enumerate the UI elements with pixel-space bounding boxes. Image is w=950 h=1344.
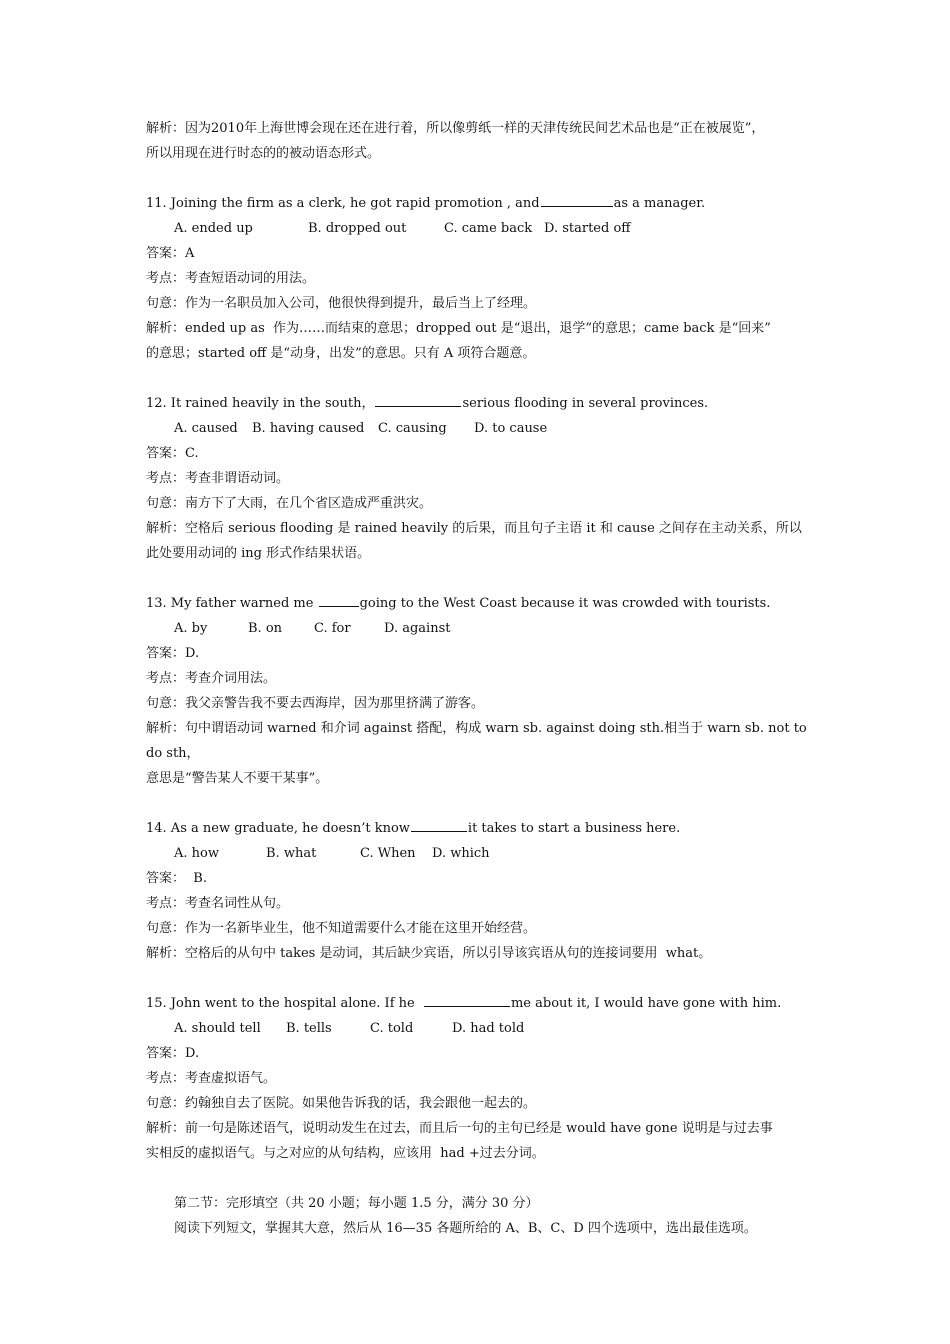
option-d: D. to cause [474, 421, 548, 436]
option-a: A. ended up [174, 221, 253, 236]
question-14-analysis-1: 解析：空格后的从句中 takes 是动词，其后缺少宾语，所以引导该宾语从句的连接词要用 what。 [146, 946, 712, 961]
question-14-point: 考点：考查名词性从句。 [146, 896, 290, 911]
question-13-analysis-2: 意思是“警告某人不要干某事”。 [146, 771, 329, 786]
question-13-answer: 答案：D. [146, 646, 200, 661]
intro-analysis-line-2: 所以用现在进行时态的的被动语态形式。 [146, 146, 381, 161]
option-a: A. by [174, 621, 208, 636]
intro-analysis-line-1: 解析：因为2010年上海世博会现在还在进行着，所以像剪纸一样的天津传统民间艺术品也是“正在被展览”， [146, 121, 765, 136]
question-12-meaning: 句意：南方下了大雨，在几个省区造成严重洪灾。 [146, 496, 433, 511]
question-11-meaning: 句意：作为一名职员加入公司，他很快得到提升，最后当上了经理。 [146, 296, 537, 311]
option-b: B. on [248, 621, 283, 636]
question-11-options [146, 216, 810, 241]
option-b: B. dropped out [308, 221, 407, 236]
option-b: B. what [266, 846, 317, 861]
option-c: C. When [360, 846, 416, 861]
question-11-analysis-2: 的意思；started off 是“动身，出发”的意思。只有 A 项符合题意。 [146, 346, 536, 361]
question-12-analysis-1: 解析：空格后 serious flooding 是 rained heavily 的后果，而且句子主语 it 和 cause 之间存在主动关系，所以 [146, 521, 802, 536]
document-page [146, 116, 810, 1241]
question-14-options [146, 841, 810, 866]
question-13-options [146, 616, 810, 641]
option-d: D. which [432, 846, 490, 861]
option-d: D. had told [452, 1021, 525, 1036]
question-11-answer: 答案：A [146, 246, 195, 261]
question-15-options [146, 1016, 810, 1041]
question-12-options [146, 416, 810, 441]
option-a: A. caused [174, 421, 238, 436]
question-13-meaning: 句意：我父亲警告我不要去西海岸，因为那里挤满了游客。 [146, 696, 485, 711]
question-12-stem: 12. It rained heavily in the south， serious flooding in several provinces. [146, 391, 810, 416]
answer-blank [424, 992, 510, 1007]
answer-blank [411, 817, 467, 832]
answer-blank [541, 192, 613, 207]
option-c: C. told [370, 1021, 414, 1036]
option-b: B. having caused [252, 421, 365, 436]
question-15-analysis-1: 解析：前一句是陈述语气，说明动发生在过去，而且后一句的主句已经是 would have gone 说明是与过去事 [146, 1121, 773, 1136]
option-a: A. should tell [174, 1021, 261, 1036]
option-c: C. for [314, 621, 351, 636]
question-11-point: 考点：考查短语动词的用法。 [146, 271, 316, 286]
option-c: C. came back [444, 221, 533, 236]
option-a: A. how [174, 846, 219, 861]
option-d: D. against [384, 621, 451, 636]
option-b: B. tells [286, 1021, 332, 1036]
question-14-answer: 答案： B. [146, 871, 207, 886]
question-15-analysis-2: 实相反的虚拟语气。与之对应的从句结构，应该用 had +过去分词。 [146, 1146, 545, 1161]
question-15-answer: 答案：D. [146, 1046, 200, 1061]
question-12-point: 考点：考查非谓语动词。 [146, 471, 290, 486]
section-heading: 第二节：完形填空（共 20 小题；每小题 1.5 分，满分 30 分） [174, 1196, 539, 1211]
question-12-answer: 答案：C. [146, 446, 199, 461]
question-14-stem: 14. As a new graduate, he doesn’t know it takes to start a business here. [146, 816, 810, 841]
answer-blank [375, 392, 461, 407]
option-d: D. started off [544, 221, 631, 236]
question-13-stem: 13. My father warned me going to the West Coast because it was crowded with tourists. [146, 591, 810, 616]
section-instruction: 阅读下列短文，掌握其大意，然后从 16—35 各题所给的 A、B、C、D 四个选项中，选出最佳选项。 [174, 1221, 757, 1236]
question-14-meaning: 句意：作为一名新毕业生，他不知道需要什么才能在这里开始经营。 [146, 921, 537, 936]
option-c: C. causing [378, 421, 447, 436]
question-12-analysis-2: 此处要用动词的 ing 形式作结果状语。 [146, 546, 371, 561]
question-15-stem: 15. John went to the hospital alone. If he me about it, I would have gone with him. [146, 991, 810, 1016]
answer-blank [319, 592, 359, 607]
question-11-stem: 11. Joining the firm as a clerk, he got rapid promotion , and as a manager. [146, 191, 810, 216]
question-15-meaning: 句意：约翰独自去了医院。如果他告诉我的话，我会跟他一起去的。 [146, 1096, 537, 1111]
question-13-point: 考点：考查介词用法。 [146, 671, 277, 686]
question-15-point: 考点：考查虚拟语气。 [146, 1071, 277, 1086]
question-13-analysis-1: 解析：句中谓语动词 warned 和介词 against 搭配，构成 warn sb. against doing sth.相当于 warn sb. not to do sth， [146, 721, 811, 761]
question-11-analysis-1: 解析：ended up as 作为……而结束的意思；dropped out 是“退出，退学”的意思；came back 是“回来” [146, 321, 771, 336]
